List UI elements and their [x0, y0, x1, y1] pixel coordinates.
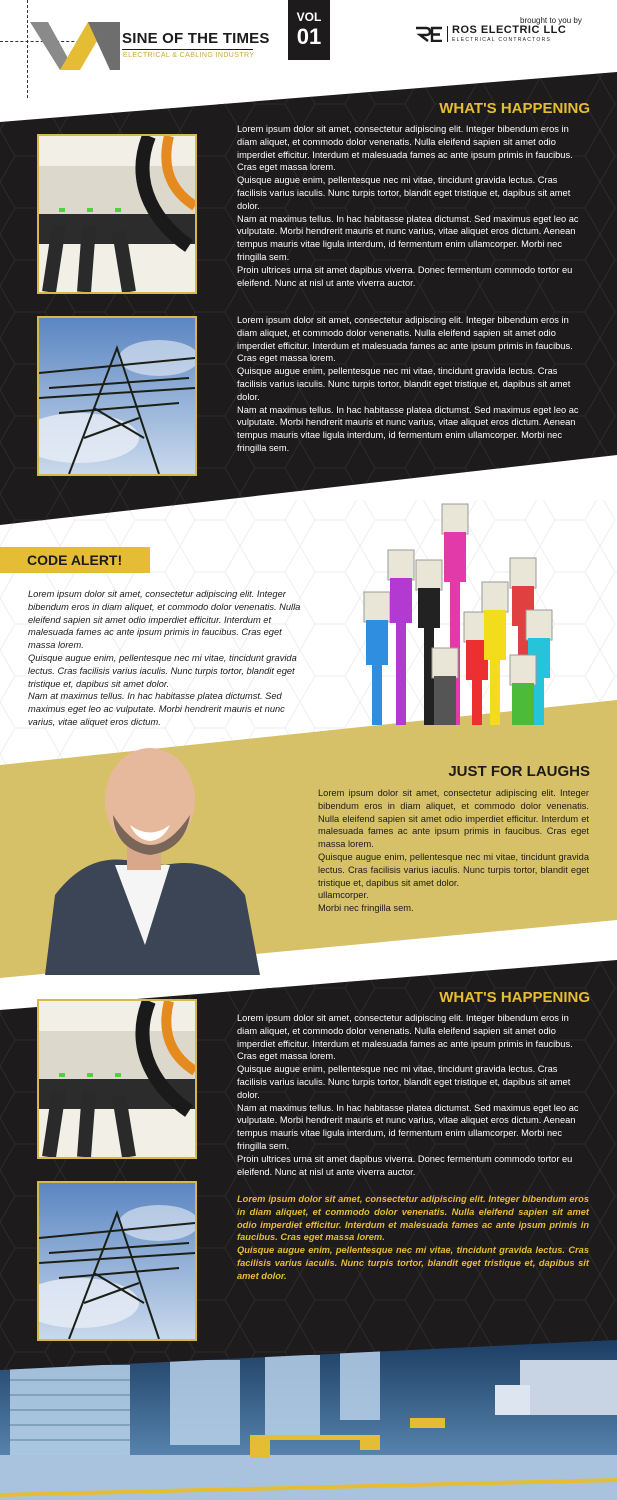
brand-subtitle: ELECTRICAL & CABLING INDUSTRY [123, 52, 255, 59]
network-switch-photo-2 [37, 999, 197, 1159]
paragraph: Nam at maximus tellus. In hac habitasse platea dictumst. Sed maximus eget leo ac vulputate. Morbi hendrerit mauris et nunc varius, vitae aliquet eros dictum. Aenean tempus mauris vitae ligula interdum, id fermentum enim ullamcorper. Morbi nec fringilla sem. [237, 404, 579, 453]
sponsor-tagline: ELECTRICAL CONTRACTORS [452, 37, 552, 43]
code-alert-text [28, 588, 308, 729]
sponsor-monogram-icon [414, 26, 444, 42]
power-tower-photo-2 [37, 1181, 197, 1341]
section-title-just-for-laughs: JUST FOR LAUGHS [448, 763, 590, 780]
brought-by-text: brought to you by [520, 16, 582, 25]
paragraph: Quisque augue enim, pellentesque nec mi vitae, tincidunt gravida lectus. Cras facilisis varius iaculis. Nunc turpis tortor, blandit eget tristique et, dapibus sit amet dolor. [28, 652, 297, 689]
paragraph: Proin ultrices urna sit amet dapibus viverra. Donec fermentum commodo tortor eu eleifend. Nunc at nisl ut ante viverra auctor. [237, 1153, 573, 1177]
power-tower-photo [37, 316, 197, 476]
whats-happening-text-1 [237, 123, 589, 289]
brand-logo-icon [30, 22, 120, 70]
sponsor-name: ROS ELECTRIC LLC [452, 24, 567, 36]
whats-happening-text-3 [237, 1012, 589, 1178]
brand-divider [122, 49, 253, 50]
paragraph: Lorem ipsum dolor sit amet, consectetur adipiscing elit. Integer bibendum eros in diam aliquet, et commodo dolor venenatis. Nulla eleifend sapien sit amet odio imperdiet efficitur. Interdum et malesuada fames ac ante ipsum primis in faucibus. Cras eget massa lorem. [237, 1013, 573, 1062]
paragraph: Quisque augue enim, pellentesque nec mi vitae, tincidunt gravida lectus. Cras facilisis varius iaculis. Nunc turpis tortor, blandit eget tristique et, dapibus sit amet dolor. [237, 175, 571, 211]
volume-badge [288, 0, 330, 60]
paragraph: Nam at maximus tellus. In hac habitasse platea dictumst. Sed maximus eget leo ac vulputate. Morbi hendrerit mauris et nunc varius, vitae aliquet eros dictum. [28, 691, 285, 727]
just-for-laughs-text [318, 787, 589, 915]
volume-number: 01 [296, 24, 322, 49]
paragraph: Lorem ipsum dolor sit amet, consectetur adipiscing elit. Integer bibendum eros in diam aliquet, et commodo dolor venenatis. Nulla eleifend sapien sit amet odio imperdiet efficitur. Interdum et malesuada fames ac ante ipsum primis in faucibus. Cras eget massa lorem. [318, 788, 589, 850]
sponsor-logo [414, 26, 592, 44]
code-alert-title: CODE ALERT! [0, 547, 150, 573]
section-title-whats-happening: WHAT'S HAPPENING [439, 100, 590, 117]
paragraph: Quisque augue enim, pellentesque nec mi vitae, tincidunt gravida lectus. Cras facilisis varius iaculis. Nunc turpis tortor, blandit eget tristique et, dapibus sit amet dolor. [237, 1245, 589, 1281]
paragraph: Quisque augue enim, pellentesque nec mi vitae, tincidunt gravida lectus. Cras facilisis varius iaculis. Nunc turpis tortor, blandit eget tristique et, dapibus sit amet dolor. [237, 1064, 571, 1100]
paragraph: Morbi nec fringilla sem. [318, 903, 414, 914]
section-title-whats-happening-2: WHAT'S HAPPENING [439, 989, 590, 1006]
network-switch-image-2 [39, 1001, 195, 1157]
network-switch-photo [37, 134, 197, 294]
brand-title: SINE OF THE TIMES [122, 30, 270, 47]
ethernet-cables-image [360, 500, 560, 725]
laughing-man-image [45, 745, 260, 975]
network-switch-image [39, 136, 195, 292]
crosshair-vertical [27, 0, 28, 98]
paragraph: Lorem ipsum dolor sit amet, consectetur adipiscing elit. Integer bibendum eros in diam aliquet, et commodo dolor venenatis. Nulla eleifend sapien sit amet odio imperdiet efficitur. Interdum et malesuada fames ac ante ipsum primis in faucibus. Cras eget massa lorem. [28, 589, 301, 651]
warehouse-image [0, 1340, 617, 1500]
power-tower-image-2 [39, 1183, 195, 1339]
header [0, 0, 617, 100]
paragraph: ullamcorper. [318, 890, 369, 901]
paragraph: Quisque augue enim, pellentesque nec mi vitae, tincidunt gravida lectus. Cras facilisis varius iaculis. Nunc turpis tortor, blandit eget tristique et, dapibus sit amet dolor. [237, 366, 571, 402]
whats-happening-highlight-text [237, 1193, 589, 1283]
paragraph: Proin ultrices urna sit amet dapibus viverra. Donec fermentum commodo tortor eu eleifend. Nunc at nisl ut ante viverra auctor. [237, 264, 573, 288]
volume-label: VOL [296, 10, 322, 24]
paragraph: Quisque augue enim, pellentesque nec mi vitae, tincidunt gravida lectus. Cras facilisis varius iaculis. Nunc turpis tortor, blandit eget tristique et, dapibus sit amet dolor. [318, 851, 589, 888]
paragraph: Lorem ipsum dolor sit amet, consectetur adipiscing elit. Integer bibendum eros in diam aliquet, et commodo dolor venenatis. Nulla eleifend sapien sit amet odio imperdiet efficitur. Interdum et malesuada fames ac ante ipsum primis in faucibus. Cras eget massa lorem. [237, 1194, 589, 1243]
sponsor-divider [447, 26, 448, 42]
paragraph: Nam at maximus tellus. In hac habitasse platea dictumst. Sed maximus eget leo ac vulputate. Morbi hendrerit mauris et nunc varius, vitae aliquet eros dictum. Aenean tempus mauris vitae ligula interdum, id fermentum enim ullamcorper. Morbi nec fringilla sem. [237, 1102, 579, 1151]
paragraph: Lorem ipsum dolor sit amet, consectetur adipiscing elit. Integer bibendum eros in diam aliquet, et commodo dolor venenatis. Nulla eleifend sapien sit amet odio imperdiet efficitur. Interdum et malesuada fames ac ante ipsum primis in faucibus. Cras eget massa lorem. [237, 124, 573, 173]
paragraph: Nam at maximus tellus. In hac habitasse platea dictumst. Sed maximus eget leo ac vulputate. Morbi hendrerit mauris et nunc varius, vitae aliquet eros dictum. Aenean tempus mauris vitae ligula interdum, id fermentum enim ullamcorper. Morbi nec fringilla sem. [237, 213, 579, 262]
whats-happening-text-2 [237, 314, 589, 455]
power-tower-image [39, 318, 195, 474]
paragraph: Lorem ipsum dolor sit amet, consectetur adipiscing elit. Integer bibendum eros in diam aliquet, et commodo dolor venenatis. Nulla eleifend sapien sit amet odio imperdiet efficitur. Interdum et malesuada fames ac ante ipsum primis in faucibus. Cras eget massa lorem. [237, 315, 573, 364]
